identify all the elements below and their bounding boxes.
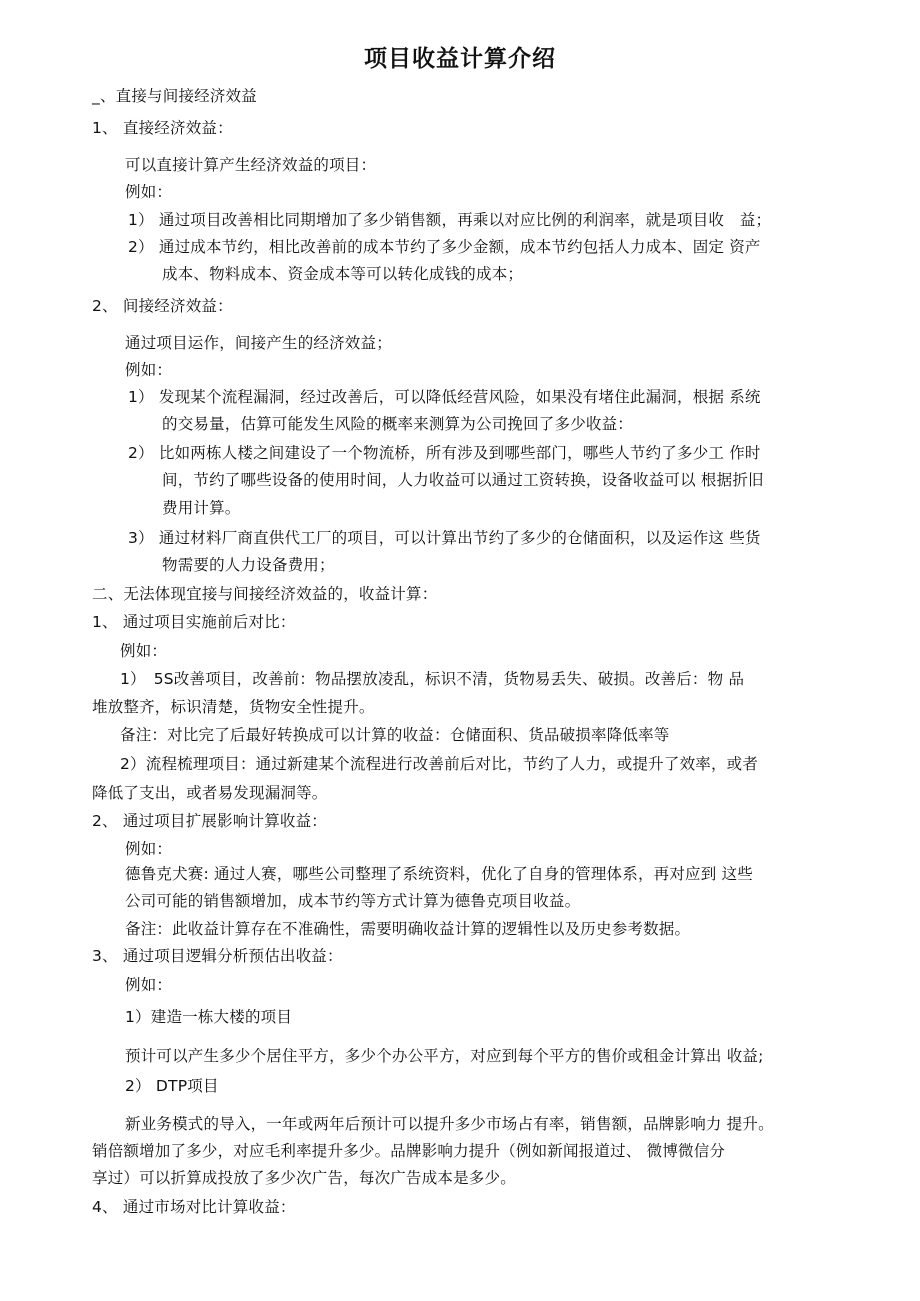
list-item-line: 1） 通过项目改善相比同期增加了多少销售额，再乘以对应比例的利润率，就是项目收 益； (128, 211, 772, 229)
paragraph-line: 公司可能的销售额增加，成本节约等方式计算为德鲁克项目收益。 (125, 892, 581, 910)
list-item-continuation: 堆放整齐，标识清楚，货物安全性提升。 (92, 698, 375, 716)
list-item-line: 1） 5S改善项目，改善前：物品摆放凌乱，标识不清，货物易丢失、破损。改善后：物 品 (120, 670, 745, 688)
example-label: 例如： (125, 361, 173, 379)
subheading-direct-benefit: 1、 直接经济效益： (92, 119, 233, 137)
paragraph-line: 预计可以产生多少个居住平方，多少个办公平方，对应到每个平方的售价或租金计算出 收益; (125, 1047, 764, 1065)
note-line: 备注：此收益计算存在不准确性，需要明确收益计算的逻辑性以及历史参考数据。 (125, 920, 691, 938)
list-item-continuation: 间，节约了哪些设备的使用时间，人力收益可以通过工资转换，设备收益可以 根据折旧 (162, 471, 764, 489)
paragraph-line: 新业务模式的导入，一年或两年后预计可以提升多少市场占有率，销售额，品牌影响力 提升。 (125, 1115, 774, 1133)
example-label: 例如： (120, 642, 168, 660)
list-item-continuation: 降低了支出，或者易发现漏洞等。 (92, 784, 328, 802)
list-item-line: 1）建造一栋大楼的项目 (125, 1008, 293, 1026)
example-label: 例如： (125, 840, 173, 858)
list-item-line: 3） 通过材料厂商直供代工厂的项目，可以计算出节约了多少的仓储面积，以及运作这 些货 (128, 529, 761, 547)
paragraph-line: 通过项目运作，间接产生的经济效益； (125, 334, 392, 352)
list-item-line: 1） 发现某个流程漏洞，经过改善后，可以降低经营风险，如果没有堵住此漏洞，根据 系统 (128, 388, 761, 406)
subheading-before-after: 1、 通过项目实施前后对比： (92, 613, 296, 631)
paragraph-line: 销倍额增加了多少，对应毛利率提升多少。品牌影响力提升（例如新闻报道过、 微博微信分 (92, 1142, 726, 1160)
list-item-continuation: 物需要的人力设备费用； (162, 556, 335, 574)
subheading-extended-impact: 2、 通过项目扩展影响计算收益： (92, 812, 327, 830)
paragraph-line: 德鲁克犬赛: 通过人赛，哪些公司整理了系统资料，优化了自身的管理体系，再对应到 这些 (125, 865, 753, 883)
list-item-continuation: 的交易量，估算可能发生风险的概率来测算为公司挽回了多少收益： (162, 415, 634, 433)
paragraph-line: 享过）可以折算成投放了多少次广告，每次广告成本是多少。 (92, 1169, 516, 1187)
subheading-indirect-benefit: 2、 间接经济效益： (92, 297, 233, 315)
heading-section-2: 二、无法体现宜接与间接经济效益的，收益计算： (92, 585, 438, 603)
list-item-line: 2） 比如两栋人楼之间建设了一个物流桥，所有涉及到哪些部门，哪些人节约了多少工 作时 (128, 444, 761, 462)
note-line: 备注：对比完了后最好转换成可以计算的收益：仓储面积、货品破损率降低率等 (120, 726, 670, 744)
list-item-line: 2）流程梳理项目：通过新建某个流程进行改善前后对比，节约了人力，或提升了效率，或者 (120, 755, 759, 773)
example-label: 例如： (125, 976, 173, 994)
document-title: 项目收益计算介绍 (364, 46, 556, 72)
subheading-market-comparison: 4、 通过市场对比计算收益： (92, 1198, 296, 1216)
example-label: 例如： (125, 183, 173, 201)
list-item-continuation: 成本、物料成本、资金成本等可以转化成钱的成本； (162, 265, 524, 283)
heading-section-1: _、直接与间接经济效益 (92, 87, 257, 105)
list-item-line: 2） DTP项目 (125, 1077, 219, 1095)
list-item-continuation: 费用计算。 (162, 499, 241, 517)
list-item-line: 2） 通过成本节约，相比改善前的成本节约了多少金额，成本节约包括人力成本、固定 资产 (128, 238, 761, 256)
paragraph-line: 可以直接计算产生经济效益的项目： (125, 156, 377, 174)
subheading-logic-analysis: 3、 通过项目逻辑分析预估出收益： (92, 947, 343, 965)
